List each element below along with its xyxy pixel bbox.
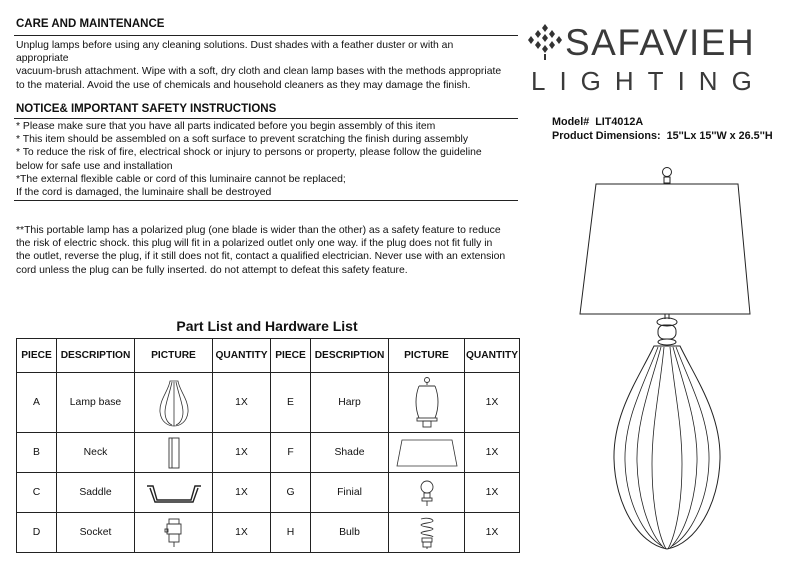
header-picture: PICTURE — [389, 339, 465, 373]
notice-line: * Please make sure that you have all parts indicated before you begin assembly of this item — [16, 121, 436, 132]
brand-name: SAFAVIEH — [565, 22, 756, 63]
lamp-base-icon — [157, 378, 191, 428]
piece-cell: D — [17, 513, 57, 553]
piece-cell: H — [271, 513, 311, 553]
header-description: DESCRIPTION — [311, 339, 389, 373]
lamp-illustration — [578, 164, 758, 564]
description-cell: Neck — [57, 433, 135, 473]
divider — [14, 35, 518, 36]
picture-cell — [135, 373, 213, 433]
model-label: Model# — [552, 116, 590, 128]
quantity-cell: 1X — [213, 373, 271, 433]
description-cell: Lamp base — [57, 373, 135, 433]
quantity-cell: 1X — [213, 433, 271, 473]
notice-line: * To reduce the risk of fire, electrical shock or injury to persons or property, please follow the guideline — [16, 147, 482, 159]
notice-line: below for safe use and installation — [16, 160, 173, 172]
care-text — [16, 39, 526, 92]
piece-cell: E — [271, 373, 311, 433]
notice-line: If the cord is damaged, the luminaire shall be destroyed — [16, 187, 272, 199]
picture-cell — [135, 433, 213, 473]
quantity-cell: 1X — [213, 473, 271, 513]
picture-cell — [135, 513, 213, 553]
header-quantity: QUANTITY — [213, 339, 271, 373]
table-row — [17, 433, 520, 473]
picture-cell — [389, 433, 465, 473]
quantity-cell: 1X — [465, 433, 520, 473]
plug-line: **This portable lamp has a polarized plug (one blade is wider than the other) as a safety feature to reduce — [16, 225, 501, 236]
piece-cell: B — [17, 433, 57, 473]
table-title: Part List and Hardware List — [176, 318, 358, 334]
care-line: vacuum-brush attachment. Wipe with a soft, dry cloth and clean lamp bases with the methods appropriate — [16, 66, 502, 78]
plug-text — [16, 224, 526, 277]
picture-cell — [135, 473, 213, 513]
quantity-cell: 1X — [465, 473, 520, 513]
notice-heading: NOTICE& IMPORTANT SAFETY INSTRUCTIONS — [16, 103, 277, 115]
description-cell: Bulb — [311, 513, 389, 553]
finial-icon — [417, 478, 437, 508]
plug-line: the risk of electric shock. this plug will fit in a polarized outlet only one way. if the plug does not fit fully in — [16, 238, 493, 250]
model-line — [552, 116, 643, 130]
chandelier-logo-icon — [526, 22, 564, 62]
quantity-cell: 1X — [465, 373, 520, 433]
dimensions-value: 15''Lx 15''W x 26.5''H — [666, 130, 773, 142]
saddle-icon — [145, 480, 203, 506]
table-header-row — [17, 339, 520, 373]
neck-icon — [166, 436, 182, 470]
piece-cell: G — [271, 473, 311, 513]
bulb-icon — [416, 516, 438, 550]
model-number: LIT4012A — [595, 116, 644, 128]
header-piece: PIECE — [271, 339, 311, 373]
shade-icon — [394, 436, 460, 470]
description-cell: Saddle — [57, 473, 135, 513]
table-row — [17, 373, 520, 433]
care-line: appropriate — [16, 53, 69, 65]
piece-cell: F — [271, 433, 311, 473]
notice-text — [16, 120, 526, 199]
description-cell: Shade — [311, 433, 389, 473]
picture-cell — [389, 513, 465, 553]
brand-sub: LIGHTING — [531, 66, 766, 96]
dimensions-label: Product Dimensions: — [552, 130, 661, 142]
table-row — [17, 513, 520, 553]
quantity-cell: 1X — [465, 513, 520, 553]
care-line: Unplug lamps before using any cleaning solutions. Dust shades with a feather duster or with an — [16, 40, 454, 51]
header-quantity: QUANTITY — [465, 339, 520, 373]
harp-icon — [409, 376, 445, 430]
plug-line: the outlet, reverse the plug, if it still does not fit, contact a qualified electrician. Never use with an extension — [16, 251, 506, 263]
notice-line: *The external flexible cable or cord of this luminaire cannot be replaced; — [16, 173, 346, 185]
notice-line: * This item should be assembled on a soft surface to prevent scratching the finish during assembly — [16, 134, 469, 146]
header-description: DESCRIPTION — [57, 339, 135, 373]
description-cell: Socket — [57, 513, 135, 553]
quantity-cell: 1X — [213, 513, 271, 553]
parts-table — [16, 338, 520, 553]
picture-cell — [389, 373, 465, 433]
socket-icon — [163, 517, 185, 549]
piece-cell: A — [17, 373, 57, 433]
picture-cell — [389, 473, 465, 513]
table-row — [17, 473, 520, 513]
plug-line: cord unless the plug can be fully inserted. do not attempt to defeat this safety feature. — [16, 264, 408, 276]
care-line: to the material. Avoid the use of chemicals and household cleaners as they may damage the finish. — [16, 79, 471, 91]
piece-cell: C — [17, 473, 57, 513]
description-cell: Finial — [311, 473, 389, 513]
description-cell: Harp — [311, 373, 389, 433]
care-heading: CARE AND MAINTENANCE — [16, 18, 165, 30]
header-piece: PIECE — [17, 339, 57, 373]
header-picture: PICTURE — [135, 339, 213, 373]
divider — [14, 200, 518, 201]
dimensions-line — [552, 130, 773, 144]
divider — [14, 118, 518, 119]
